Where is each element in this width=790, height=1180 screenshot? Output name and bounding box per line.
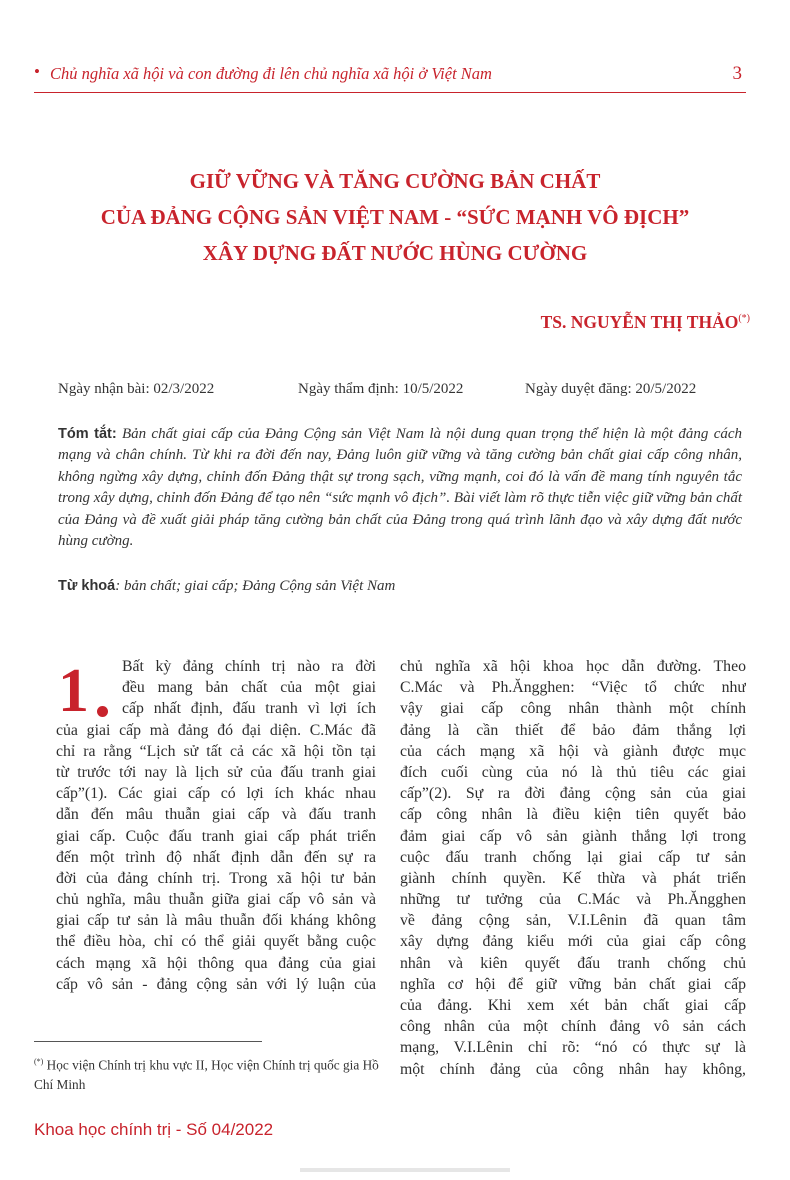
footnote-text: Học viện Chính trị khu vực II, Học viện Chính trị quốc gia Hồ Chí Minh xyxy=(34,1057,379,1093)
keywords-label: Từ khoá xyxy=(58,578,116,594)
text-line: Bất kỳ đảng chính trị nào ra đời xyxy=(122,658,376,675)
text-line: cấp”(1). Các giai cấp có lợi ích khác nhau xyxy=(56,785,376,803)
text-line: đến một trình độ nhất định dẫn đến sự ra xyxy=(56,848,376,866)
text-line: chỉ ra rằng “Lịch sử tất cả các xã hội tồn tại xyxy=(56,742,376,760)
text-line: cấp nhất định, đấu tranh vì lợi ích xyxy=(122,700,376,718)
abstract-text: Bản chất giai cấp của Đảng Cộng sản Việt Nam là nội dung quan trọng thể hiện là một đảng cách mạng và chân chính. Từ khi ra đời đến nay, Đảng luôn giữ vững và tăng cường bản chất giai cấp công nhân, không ngừng xây dựng, chỉnh đốn Đảng thật sự trong sạch, vững mạnh, coi đó là vấn đề mang tính nguyên tắc trong xây dựng, chỉnh đốn Đảng để tạo nên “sức mạnh vô địch”. Bài viết làm rõ thực tiễn việc giữ vững bản chất của Đảng và đề xuất giải pháp tăng cường bản chất của Đảng trong quá trình lãnh đạo và xây dựng đất nước hùng cường. xyxy=(58,426,743,550)
text-line: một chính đảng của công nhân hay không, xyxy=(400,1060,746,1078)
header-section-title: Chủ nghĩa xã hội và con đường đi lên chủ nghĩa xã hội ở Việt Nam xyxy=(50,64,492,83)
text-line: vậy giai cấp công nhân thành một chính xyxy=(400,700,746,718)
text-line: thể điều hòa, chỉ có thể giải quyết bằng cuộc xyxy=(56,933,376,951)
text-line: cấp”(2). Sự ra đời đảng cộng sản của giai xyxy=(400,785,746,803)
text-line: chủ nghĩa, mâu thuẫn giữa giai cấp vô sản và xyxy=(56,891,376,909)
text-line: nhân và kiên quyết đấu tranh chống chủ xyxy=(400,954,746,972)
text-line: mạng, V.I.Lênin chỉ rõ: “nó có thực sự là xyxy=(400,1039,746,1057)
text-line: xây dựng đảng kiểu mới của giai cấp công xyxy=(400,933,746,951)
author-name: TS. NGUYỄN THỊ THẢO xyxy=(540,312,739,332)
text-line: giành chính quyền. Kế thừa và phát triển xyxy=(400,869,746,887)
text-line: cách mạng xã hội thông qua đảng của giai xyxy=(56,954,376,972)
footnote xyxy=(34,1052,379,1095)
text-line: những tư tưởng của C.Mác và Ph.Ăngghen xyxy=(400,891,746,909)
text-line: C.Mác và Ph.Ăngghen: “Việc tổ chức như xyxy=(400,679,746,697)
text-line: chủ nghĩa xã hội khoa học dẫn đường. Theo xyxy=(400,658,746,675)
date-approved: Ngày duyệt đăng: 20/5/2022 xyxy=(525,381,697,397)
date-received: Ngày nhận bài: 02/3/2022 xyxy=(58,381,215,397)
title-line: GIỮ VỮNG VÀ TĂNG CƯỜNG BẢN CHẤT xyxy=(189,169,601,193)
text-line: của giai cấp mà đảng đó đại diện. C.Mác đã xyxy=(56,721,376,739)
footnote-divider xyxy=(34,1041,262,1042)
text-line: dẫn đến mâu thuẫn giai cấp và đấu tranh xyxy=(56,806,376,824)
text-line: công nhân của một chính đảng vô sản cách xyxy=(400,1018,746,1036)
text-line: của đảng. Khi xem xét bản chất giai cấp xyxy=(400,997,746,1014)
text-line: của cách mạng xã hội và giành được mục xyxy=(400,742,746,760)
body-column-right xyxy=(400,656,746,1080)
page-number: 3 xyxy=(732,63,742,84)
text-line: giai cấp tư sản là mâu thuẫn đối kháng không xyxy=(56,912,376,930)
author-line xyxy=(541,312,750,333)
scan-artifact xyxy=(300,1168,510,1172)
journal-footer: Khoa học chính trị - Số 04/2022 xyxy=(34,1120,274,1139)
running-header xyxy=(34,62,746,93)
abstract xyxy=(58,424,742,552)
text-line: nghĩa cơ hội để giữ vững bản chất giai cấp xyxy=(400,975,746,993)
text-line: về đảng cộng sản, V.I.Lênin đã quan tâm xyxy=(400,912,746,930)
date-reviewed: Ngày thẩm định: 10/5/2022 xyxy=(298,381,464,397)
text-line: cấp công nhân là điều kiện tiên quyết bảo xyxy=(400,806,746,824)
text-line: đảng là cần thiết để bảo đảm thắng lợi xyxy=(400,721,746,739)
text-line: giai cấp. Cuộc đấu tranh giai cấp phát triển xyxy=(56,827,376,845)
abstract-label: Tóm tắt: xyxy=(58,426,117,442)
keywords xyxy=(58,578,742,595)
text-line: cuộc đấu tranh chống lại giai cấp tư sản xyxy=(400,848,746,866)
author-footnote-mark: (*) xyxy=(738,313,750,325)
header-bullet: • xyxy=(34,62,40,81)
title-line: XÂY DỰNG ĐẤT NƯỚC HÙNG CƯỜNG xyxy=(202,241,588,265)
title-line: CỦA ĐẢNG CỘNG SẢN VIỆT NAM - “SỨC MẠNH VÔ ĐỊCH” xyxy=(100,205,690,229)
text-line: đều mang bản chất của một giai xyxy=(122,679,376,697)
footnote-mark: (*) xyxy=(34,1057,44,1066)
body-column-left xyxy=(56,656,376,995)
text-line: đích cuối cùng của nó là thủ tiêu các giai xyxy=(400,763,746,781)
drop-cap: 1 xyxy=(58,657,89,725)
keywords-text: : bản chất; giai cấp; Đảng Cộng sản Việt Nam xyxy=(115,578,396,594)
text-line: đời của đảng chính trị. Trong xã hội tư bản xyxy=(56,869,376,887)
text-line: cấp vô sản - đảng cộng sản với lý luận của xyxy=(56,975,376,993)
article-title xyxy=(20,163,770,271)
text-line: từ trước tới nay là lịch sử của đấu tranh giai xyxy=(56,763,376,781)
text-line: đảm giai cấp vô sản giành thắng lợi trong xyxy=(400,827,746,845)
